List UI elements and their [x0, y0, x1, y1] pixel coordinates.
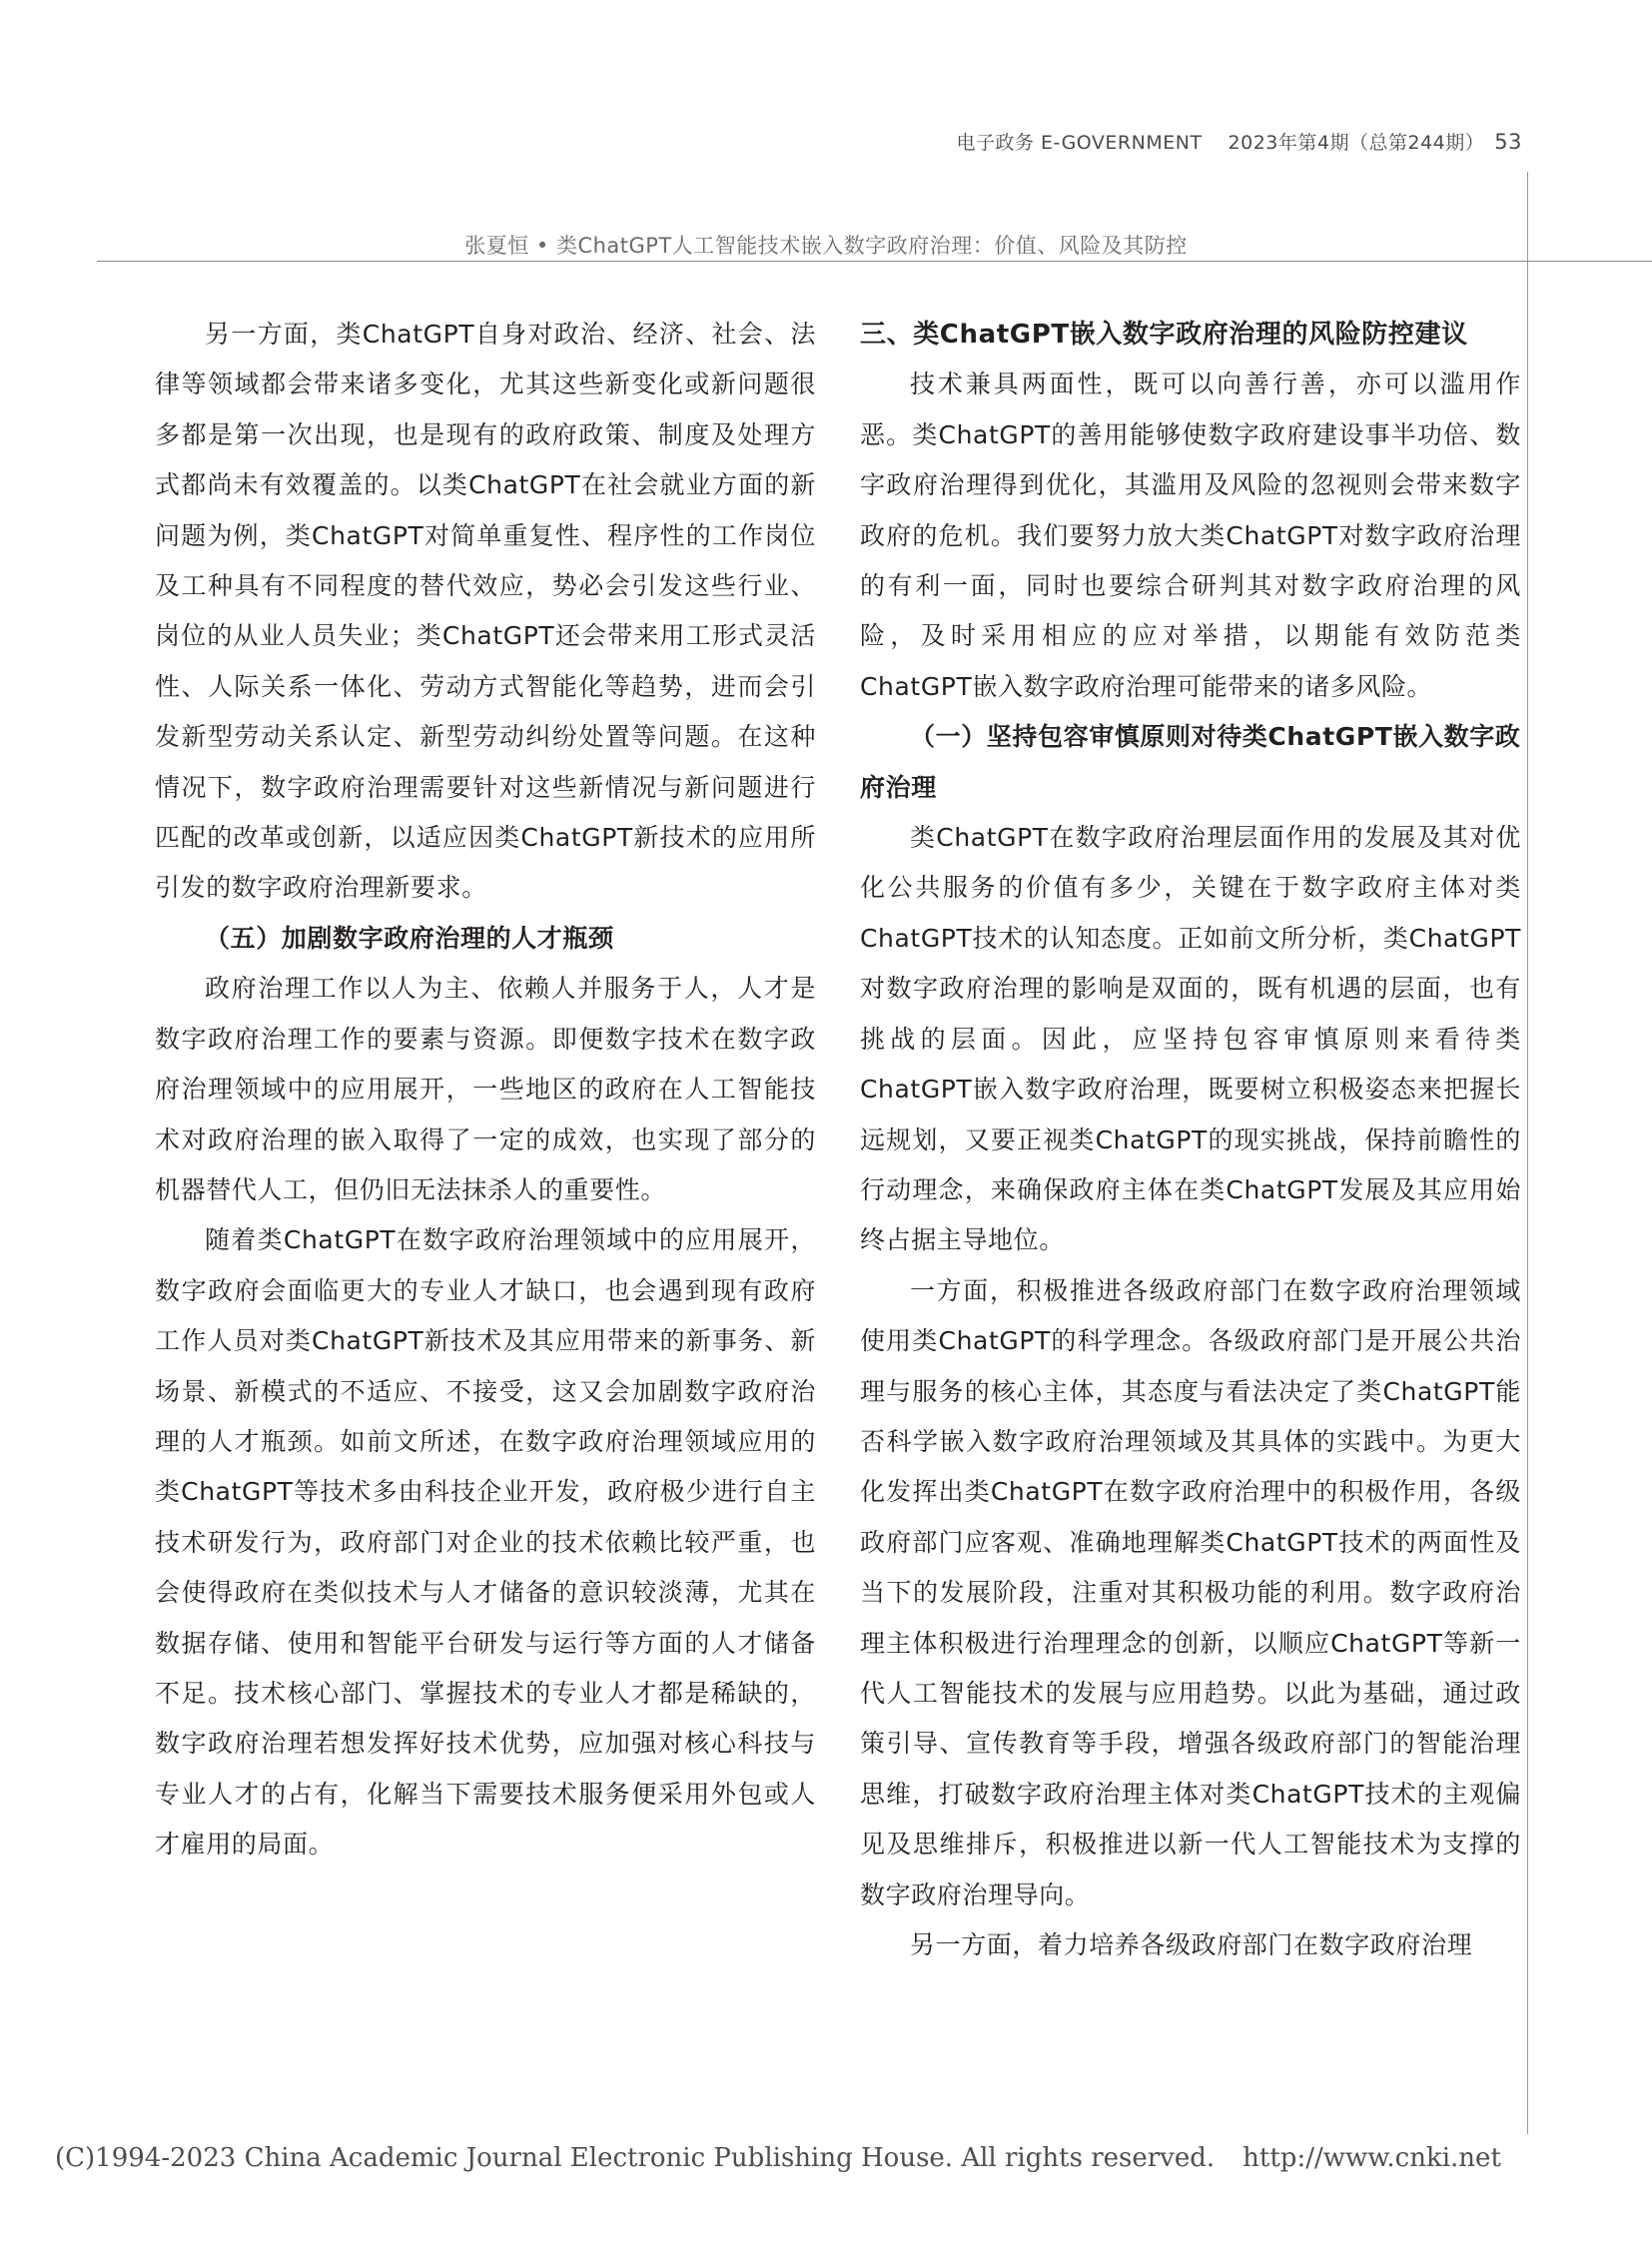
running-head	[956, 128, 1522, 155]
copyright-footer	[55, 2143, 1613, 2173]
right-margin-rule	[1527, 172, 1528, 2134]
journal-name: 电子政务 E-GOVERNMENT	[956, 132, 1203, 154]
left-column	[155, 310, 816, 1870]
paragraph: 一方面，积极推进各级政府部门在数字政府治理领域使用类ChatGPT的科学理念。各级政府部门是开展公共治理与服务的核心主体，其态度与看法决定了类ChatGPT能否科学嵌入数字政府治理领域及其具体的实践中。为更大化发挥出类ChatGPT在数字政府治理中的积极作用，各级政府部门应客观、准确地理解类ChatGPT技术的两面性及当下的发展阶段，注重对其积极功能的利用。数字政府治理主体积极进行治理理念的创新，以顺应ChatGPT等新一代人工智能技术的发展与应用趋势。以此为基础，通过政策引导、宣传教育等手段，增强各级政府部门的智能治理思维，打破数字政府治理主体对类ChatGPT技术的主观偏见及思维排斥，积极推进以新一代人工智能技术为支撑的数字政府治理导向。	[860, 1275, 1521, 1909]
subsection-heading: （五）加剧数字政府治理的人才瓶颈	[205, 923, 614, 953]
paragraph: 类ChatGPT在数字政府治理层面作用的发展及其对优化公共服务的价值有多少，关键在于数字政府主体对类ChatGPT技术的认知态度。正如前文所分析，类ChatGPT对数字政府治理的影响是双面的，既有机遇的层面，也有挑战的层面。因此，应坚持包容审慎原则来看待类ChatGPT嵌入数字政府治理，既要树立积极姿态来把握长远规划，又要正视类ChatGPT的现实挑战，保持前瞻性的行动理念，来确保政府主体在类ChatGPT发展及其应用始终占据主导地位。	[860, 823, 1521, 1255]
cnki-url: http://www.cnki.net	[1242, 2143, 1501, 2173]
page-number: 53	[1494, 130, 1522, 154]
paragraph: 随着类ChatGPT在数字政府治理领域中的应用展开，数字政府会面临更大的专业人才缺口，也会遇到现有政府工作人员对类ChatGPT新技术及其应用带来的新事务、新场景、新模式的不适应、不接受，这又会加剧数字政府治理的人才瓶颈。如前文所述，在数字政府治理领域应用的类ChatGPT等技术多由科技企业开发，政府极少进行自主技术研发行为，政府部门对企业的技术依赖比较严重，也会使得政府在类似技术与人才储备的意识较淡薄，尤其在数据存储、使用和智能平台研发与运行等方面的人才储备不足。技术核心部门、掌握技术的专业人才都是稀缺的，数字政府治理若想发挥好技术优势，应加强对核心科技与专业人才的占有，化解当下需要技术服务便采用外包或人才雇用的局面。	[155, 1225, 816, 1860]
paragraph: 技术兼具两面性，既可以向善行善，亦可以滥用作恶。类ChatGPT的善用能够使数字政府建设事半功倍、数字政府治理得到优化，其滥用及风险的忽视则会带来数字政府的危机。我们要努力放大类ChatGPT对数字政府治理的有利一面，同时也要综合研判其对数字政府治理的风险，及时采用相应的应对举措，以期能有效防范类ChatGPT嵌入数字政府治理可能带来的诸多风险。	[860, 370, 1521, 701]
issue-info: 2023年第4期（总第244期）	[1228, 132, 1485, 154]
copyright-text: (C)1994-2023 China Academic Journal Electronic Publishing House. All rights reserved.	[55, 2143, 1216, 2173]
header-rule	[97, 261, 1652, 262]
paragraph: 另一方面，着力培养各级政府部门在数字政府治理	[910, 1930, 1473, 1959]
paragraph: 政府治理工作以人为主、依赖人并服务于人，人才是数字政府治理工作的要素与资源。即便数字技术在数字政府治理领域中的应用展开，一些地区的政府在人工智能技术对政府治理的嵌入取得了一定的成效，也实现了部分的机器替代人工，但仍旧无法抹杀人的重要性。	[155, 974, 816, 1204]
section-heading: 三、类ChatGPT嵌入数字政府治理的风险防控建议	[860, 320, 1468, 350]
subsection-heading: （一）坚持包容审慎原则对待类ChatGPT嵌入数字政府治理	[860, 722, 1521, 802]
paragraph: 另一方面，类ChatGPT自身对政治、经济、社会、法律等领域都会带来诸多变化，尤其这些新变化或新问题很多都是第一次出现，也是现有的政府政策、制度及处理方式都尚未有效覆盖的。以类ChatGPT在社会就业方面的新问题为例，类ChatGPT对简单重复性、程序性的工作岗位及工种具有不同程度的替代效应，势必会引发这些行业、岗位的从业人员失业；类ChatGPT还会带来用工形式灵活性、人际关系一体化、劳动方式智能化等趋势，进而会引发新型劳动关系认定、新型劳动纠纷处置等问题。在这种情况下，数字政府治理需要针对这些新情况与新问题进行匹配的改革或创新，以适应因类ChatGPT新技术的应用所引发的数字政府治理新要求。	[155, 320, 816, 903]
right-column	[860, 310, 1521, 1970]
article-running-head: 张夏恒 • 类ChatGPT人工智能技术嵌入数字政府治理：价值、风险及其防控	[464, 234, 1188, 258]
